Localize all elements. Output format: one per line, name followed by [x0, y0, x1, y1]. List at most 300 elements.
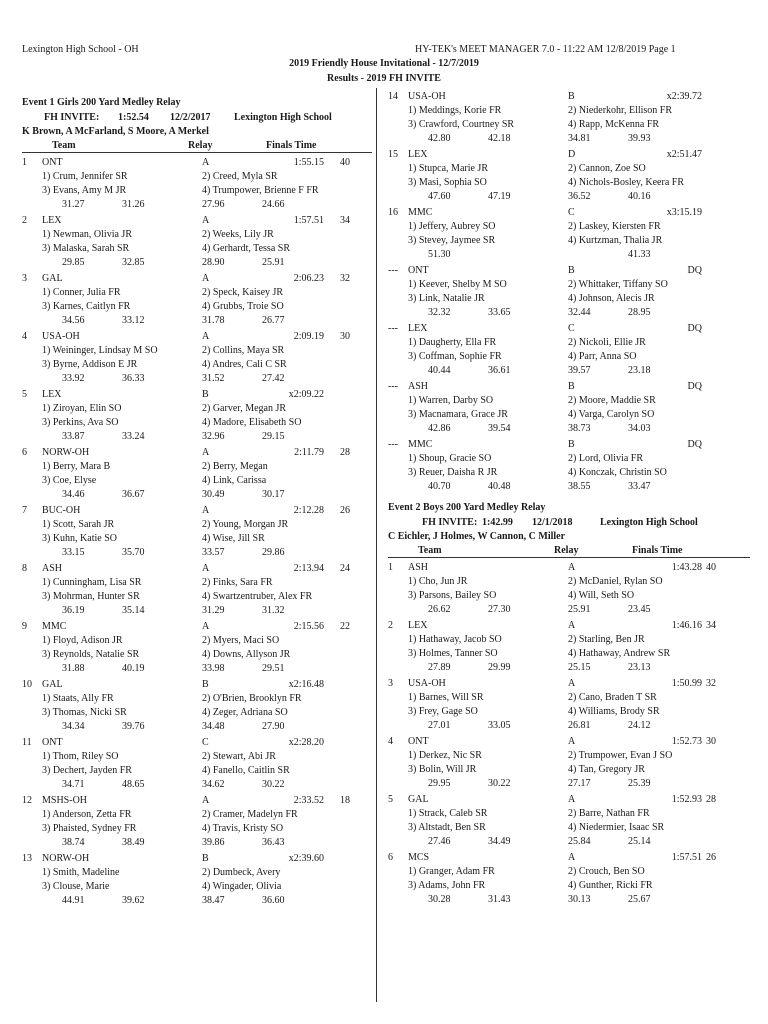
right-column — [388, 90, 750, 909]
swimmer-3: 3) Malaska, Sarah SR — [42, 243, 130, 254]
swimmer-2: 2) Moore, Maddie SR — [568, 395, 656, 406]
place: 16 — [388, 207, 398, 218]
split-4: 27.42 — [262, 373, 285, 384]
swimmer-1: 1) Thom, Riley SO — [42, 751, 119, 762]
finals-time: 2:15.56 — [293, 621, 324, 632]
finals-time: 1:50.99 — [671, 678, 702, 689]
split-2: 48.65 — [122, 779, 145, 790]
place: 8 — [22, 563, 27, 574]
place: 9 — [22, 621, 27, 632]
relay-letter: B — [568, 439, 575, 450]
swimmer-3: 3) Kuhn, Katie SO — [42, 533, 117, 544]
split-1: 29.95 — [428, 778, 451, 789]
relay-letter: D — [568, 149, 576, 160]
relay-letter: C — [568, 323, 575, 334]
place: 1 — [22, 157, 27, 168]
finals-time: x2:51.47 — [666, 149, 702, 160]
place: 3 — [388, 678, 393, 689]
split-1: 51.30 — [428, 249, 451, 260]
split-3: 39.57 — [568, 365, 591, 376]
split-3: 33.98 — [202, 663, 225, 674]
place: 3 — [22, 273, 27, 284]
split-4: 27.90 — [262, 721, 285, 732]
split-1: 34.71 — [62, 779, 85, 790]
record-time: 1:52.54 — [118, 112, 149, 123]
points: 34 — [340, 215, 350, 226]
swimmer-4: 4) Tan, Gregory JR — [568, 764, 645, 775]
swimmer-4: 4) Will, Seth SO — [568, 590, 635, 601]
split-1: 42.86 — [428, 423, 451, 434]
swimmer-3: 3) Coffman, Sophie FR — [408, 351, 502, 362]
col-team: Team — [52, 140, 76, 151]
swimmer-4: 4) Link, Carissa — [202, 475, 267, 486]
split-3: 38.55 — [568, 481, 591, 492]
split-4: 24.12 — [628, 720, 651, 731]
relay-entry — [22, 330, 372, 388]
swimmer-2: 2) Dumbeck, Avery — [202, 867, 281, 878]
split-3: 34.48 — [202, 721, 225, 732]
split-2: 33.12 — [122, 315, 145, 326]
team-name: ONT — [408, 736, 429, 747]
record-time: 1:42.99 — [482, 517, 513, 528]
relay-letter: A — [202, 447, 210, 458]
split-3: 34.62 — [202, 779, 225, 790]
team-name: NORW-OH — [42, 447, 90, 458]
swimmer-3: 3) Parsons, Bailey SO — [408, 590, 497, 601]
split-2: 29.99 — [488, 662, 511, 673]
swimmer-1: 1) Conner, Julia FR — [42, 287, 121, 298]
swimmer-3: 3) Holmes, Tanner SO — [408, 648, 498, 659]
relay-letter: A — [202, 795, 210, 806]
table-header — [388, 544, 750, 558]
results-list — [388, 90, 750, 496]
team-name: MMC — [408, 439, 433, 450]
swimmer-3: 3) Thomas, Nicki SR — [42, 707, 127, 718]
page-header — [0, 0, 768, 90]
split-4: 40.16 — [628, 191, 651, 202]
finals-time: x2:16.48 — [288, 679, 324, 690]
split-4: 36.43 — [262, 837, 285, 848]
relay-entry — [388, 90, 750, 148]
place: 6 — [22, 447, 27, 458]
split-4: 29.86 — [262, 547, 285, 558]
col-finals-time: Finals Time — [266, 140, 317, 151]
points: 32 — [340, 273, 350, 284]
place: 4 — [22, 331, 27, 342]
swimmer-2: 2) Crouch, Ben SO — [568, 866, 645, 877]
swimmer-1: 1) Meddings, Korie FR — [408, 105, 502, 116]
split-1: 34.56 — [62, 315, 85, 326]
relay-entry — [22, 620, 372, 678]
relay-letter: A — [202, 157, 210, 168]
points: 18 — [340, 795, 350, 806]
swimmer-2: 2) Finks, Sara FR — [202, 577, 273, 588]
points: 40 — [340, 157, 350, 168]
team-name: USA-OH — [408, 91, 446, 102]
relay-entry — [22, 794, 372, 852]
swimmer-1: 1) Jeffery, Aubrey SO — [408, 221, 496, 232]
finals-time: 1:55.15 — [293, 157, 324, 168]
team-name: MMC — [408, 207, 433, 218]
split-2: 35.14 — [122, 605, 145, 616]
place: --- — [388, 439, 398, 450]
relay-entry — [22, 214, 372, 272]
swimmer-2: 2) Cannon, Zoe SO — [568, 163, 646, 174]
relay-letter: A — [202, 563, 210, 574]
split-1: 33.15 — [62, 547, 85, 558]
results-list — [22, 156, 372, 910]
finals-time: DQ — [687, 381, 702, 392]
relay-letter: A — [568, 678, 576, 689]
swimmer-4: 4) Rapp, McKenna FR — [568, 119, 660, 130]
points: 32 — [706, 678, 716, 689]
relay-letter: B — [202, 679, 209, 690]
split-4: 30.17 — [262, 489, 285, 500]
relay-entry — [388, 735, 750, 793]
relay-letter: A — [568, 852, 576, 863]
team-name: MMC — [42, 621, 67, 632]
swimmer-1: 1) Warren, Darby SO — [408, 395, 494, 406]
team-name: NORW-OH — [42, 853, 90, 864]
swimmer-4: 4) Kurtzman, Thalia JR — [568, 235, 663, 246]
split-4: 25.91 — [262, 257, 285, 268]
split-3: 27.96 — [202, 199, 225, 210]
split-3: 36.52 — [568, 191, 591, 202]
record-school: Lexington High School — [600, 517, 698, 528]
split-1: 33.92 — [62, 373, 85, 384]
swimmer-2: 2) Laskey, Kiersten FR — [568, 221, 661, 232]
swimmer-4: 4) Nichols-Bosley, Keera FR — [568, 177, 684, 188]
split-3: 25.84 — [568, 836, 591, 847]
relay-letter: A — [202, 621, 210, 632]
swimmer-4: 4) Parr, Anna SO — [568, 351, 637, 362]
relay-entry — [388, 380, 750, 438]
team-name: LEX — [408, 149, 428, 160]
swimmer-2: 2) Barre, Nathan FR — [568, 808, 650, 819]
finals-time: 2:12.28 — [293, 505, 324, 516]
team-name: LEX — [42, 389, 62, 400]
split-1: 33.87 — [62, 431, 85, 442]
record-label: FH INVITE: — [422, 517, 478, 528]
swimmer-2: 2) Stewart, Abi JR — [202, 751, 276, 762]
points: 40 — [706, 562, 716, 573]
split-2: 36.67 — [122, 489, 145, 500]
team-name: ONT — [408, 265, 429, 276]
relay-entry — [22, 678, 372, 736]
split-3: 39.86 — [202, 837, 225, 848]
team-name: LEX — [408, 620, 428, 631]
split-1: 32.32 — [428, 307, 451, 318]
split-2: 39.76 — [122, 721, 145, 732]
split-3: 30.49 — [202, 489, 225, 500]
team-name: ONT — [42, 157, 63, 168]
relay-entry — [388, 438, 750, 496]
swimmer-1: 1) Anderson, Zetta FR — [42, 809, 132, 820]
relay-letter: A — [202, 505, 210, 516]
swimmer-1: 1) Berry, Mara B — [42, 461, 111, 472]
finals-time: 1:46.16 — [671, 620, 702, 631]
swimmer-4: 4) Varga, Carolyn SO — [568, 409, 655, 420]
split-1: 27.01 — [428, 720, 451, 731]
split-3: 34.81 — [568, 133, 591, 144]
swimmer-1: 1) Barnes, Will SR — [408, 692, 484, 703]
split-3: 32.96 — [202, 431, 225, 442]
swimmer-2: 2) Young, Morgan JR — [202, 519, 289, 530]
relay-letter: A — [568, 794, 576, 805]
split-1: 40.70 — [428, 481, 451, 492]
swimmer-4: 4) Konczak, Christin SO — [568, 467, 667, 478]
finals-time: 2:33.52 — [293, 795, 324, 806]
split-4: 34.03 — [628, 423, 651, 434]
split-1: 27.46 — [428, 836, 451, 847]
finals-time: 2:11.79 — [294, 447, 324, 458]
swimmer-2: 2) Collins, Maya SR — [202, 345, 285, 356]
swimmer-4: 4) Wise, Jill SR — [202, 533, 265, 544]
finals-time: 1:43.28 — [671, 562, 702, 573]
finals-time: 1:52.73 — [671, 736, 702, 747]
split-2: 39.62 — [122, 895, 145, 906]
swimmer-2: 2) Speck, Kaisey JR — [202, 287, 284, 298]
place: 7 — [22, 505, 27, 516]
swimmer-1: 1) Ziroyan, Elin SO — [42, 403, 122, 414]
split-2: 31.43 — [488, 894, 511, 905]
split-4: 25.39 — [628, 778, 651, 789]
split-3: 31.78 — [202, 315, 225, 326]
split-4: 33.47 — [628, 481, 651, 492]
finals-time: x2:39.60 — [288, 853, 324, 864]
place: 2 — [388, 620, 393, 631]
swimmer-3: 3) Evans, Amy M JR — [42, 185, 127, 196]
split-1: 47.60 — [428, 191, 451, 202]
relay-entry — [22, 388, 372, 446]
split-2: 47.19 — [488, 191, 511, 202]
swimmer-3: 3) Link, Natalie JR — [408, 293, 485, 304]
split-4: 24.66 — [262, 199, 285, 210]
left-column — [22, 90, 372, 910]
split-2: 33.05 — [488, 720, 511, 731]
relay-entry — [22, 272, 372, 330]
split-2: 33.65 — [488, 307, 511, 318]
record-school: Lexington High School — [234, 112, 332, 123]
place: 5 — [22, 389, 27, 400]
team-name: GAL — [42, 679, 63, 690]
split-3: 26.81 — [568, 720, 591, 731]
col-relay: Relay — [188, 140, 213, 151]
relay-entry — [22, 446, 372, 504]
finals-time: 2:13.94 — [293, 563, 324, 574]
points: 28 — [706, 794, 716, 805]
relay-entry — [22, 736, 372, 794]
split-3: 27.17 — [568, 778, 591, 789]
record-date: 12/1/2018 — [532, 517, 573, 528]
split-2: 36.33 — [122, 373, 145, 384]
place: 13 — [22, 853, 32, 864]
split-2: 32.85 — [122, 257, 145, 268]
relay-letter: B — [568, 265, 575, 276]
split-2: 36.61 — [488, 365, 511, 376]
team-name: LEX — [408, 323, 428, 334]
swimmer-4: 4) Travis, Kristy SO — [202, 823, 284, 834]
swimmer-3: 3) Byrne, Addison E JR — [42, 359, 138, 370]
split-2: 42.18 — [488, 133, 511, 144]
swimmer-4: 4) Grubbs, Troie SO — [202, 301, 284, 312]
points: 30 — [706, 736, 716, 747]
place: 11 — [22, 737, 32, 748]
results-title: Results - 2019 FH INVITE — [327, 73, 441, 84]
finals-time: DQ — [687, 265, 702, 276]
split-4: 29.51 — [262, 663, 285, 674]
swimmer-1: 1) Derkez, Nic SR — [408, 750, 482, 761]
col-team: Team — [418, 545, 442, 556]
place: 4 — [388, 736, 393, 747]
column-divider — [376, 88, 377, 1002]
col-relay: Relay — [554, 545, 579, 556]
finals-time: 2:06.23 — [293, 273, 324, 284]
points: 26 — [706, 852, 716, 863]
finals-time: x3:15.19 — [666, 207, 702, 218]
split-1: 38.74 — [62, 837, 85, 848]
split-1: 29.85 — [62, 257, 85, 268]
relay-entry — [22, 852, 372, 910]
relay-letter: A — [202, 331, 210, 342]
finals-time: 1:52.93 — [671, 794, 702, 805]
swimmer-3: 3) Karnes, Caitlyn FR — [42, 301, 131, 312]
team-name: GAL — [408, 794, 429, 805]
points: 30 — [340, 331, 350, 342]
relay-letter: A — [568, 736, 576, 747]
meet-title: 2019 Friendly House Invitational - 12/7/2019 — [289, 58, 479, 69]
split-2: 31.26 — [122, 199, 145, 210]
relay-letter: B — [568, 381, 575, 392]
place: --- — [388, 323, 398, 334]
swimmer-4: 4) Swartzentruber, Alex FR — [202, 591, 313, 602]
split-4: 26.77 — [262, 315, 285, 326]
points: 22 — [340, 621, 350, 632]
results-list — [388, 561, 750, 909]
swimmer-2: 2) Nickoli, Ellie JR — [568, 337, 646, 348]
place: --- — [388, 381, 398, 392]
swimmer-3: 3) Perkins, Ava SO — [42, 417, 119, 428]
split-1: 34.46 — [62, 489, 85, 500]
team-name: ASH — [408, 562, 429, 573]
swimmer-2: 2) Myers, Maci SO — [202, 635, 280, 646]
finals-time: 1:57.51 — [671, 852, 702, 863]
record-holders: C Eichler, J Holmes, W Cannon, C Miller — [388, 531, 566, 542]
swimmer-1: 1) Scott, Sarah JR — [42, 519, 115, 530]
points: 28 — [340, 447, 350, 458]
team-name: MSHS-OH — [42, 795, 88, 806]
swimmer-3: 3) Masi, Sophia SO — [408, 177, 487, 188]
relay-entry — [388, 322, 750, 380]
swimmer-4: 4) Andres, Cali C SR — [202, 359, 287, 370]
swimmer-2: 2) Garver, Megan JR — [202, 403, 287, 414]
swimmer-4: 4) Downs, Allyson JR — [202, 649, 291, 660]
finals-time: DQ — [687, 439, 702, 450]
team-name: LEX — [42, 215, 62, 226]
swimmer-3: 3) Macnamara, Grace JR — [408, 409, 508, 420]
swimmer-3: 3) Stevey, Jaymee SR — [408, 235, 496, 246]
event-title: Event 2 Boys 200 Yard Medley Relay — [388, 502, 546, 513]
split-2: 40.48 — [488, 481, 511, 492]
swimmer-4: 4) Madore, Elisabeth SO — [202, 417, 302, 428]
relay-letter: B — [202, 853, 209, 864]
swimmer-1: 1) Staats, Ally FR — [42, 693, 114, 704]
swimmer-2: 2) McDaniel, Rylan SO — [568, 576, 663, 587]
record-date: 12/2/2017 — [170, 112, 211, 123]
split-2: 34.49 — [488, 836, 511, 847]
relay-letter: B — [202, 389, 209, 400]
split-2: 30.22 — [488, 778, 511, 789]
split-3: 31.52 — [202, 373, 225, 384]
place: 14 — [388, 91, 398, 102]
swimmer-4: 4) Gerhardt, Tessa SR — [202, 243, 290, 254]
split-4: 41.33 — [628, 249, 651, 260]
place: 15 — [388, 149, 398, 160]
swimmer-1: 1) Granger, Adam FR — [408, 866, 495, 877]
swimmer-2: 2) Niederkohr, Ellison FR — [568, 105, 673, 116]
split-4: 25.67 — [628, 894, 651, 905]
split-1: 31.27 — [62, 199, 85, 210]
split-1: 31.88 — [62, 663, 85, 674]
swimmer-4: 4) Johnson, Alecis JR — [568, 293, 655, 304]
split-3: 28.90 — [202, 257, 225, 268]
split-2: 39.54 — [488, 423, 511, 434]
swimmer-1: 1) Strack, Caleb SR — [408, 808, 488, 819]
swimmer-4: 4) Wingader, Olivia — [202, 881, 282, 892]
software-info: HY-TEK's MEET MANAGER 7.0 - 11:22 AM 12/8/2019 Page 1 — [415, 44, 676, 55]
swimmer-2: 2) Cano, Braden T SR — [568, 692, 657, 703]
split-4: 25.14 — [628, 836, 651, 847]
place: 1 — [388, 562, 393, 573]
swimmer-2: 2) Creed, Myla SR — [202, 171, 278, 182]
split-2: 33.24 — [122, 431, 145, 442]
table-header — [22, 139, 372, 153]
relay-letter: B — [568, 91, 575, 102]
swimmer-3: 3) Phaisted, Sydney FR — [42, 823, 137, 834]
finals-time: DQ — [687, 323, 702, 334]
split-3: 30.13 — [568, 894, 591, 905]
col-finals-time: Finals Time — [632, 545, 683, 556]
place: --- — [388, 265, 398, 276]
split-1: 27.89 — [428, 662, 451, 673]
points: 24 — [340, 563, 350, 574]
event-title: Event 1 Girls 200 Yard Medley Relay — [22, 97, 181, 108]
place: 2 — [22, 215, 27, 226]
points: 34 — [706, 620, 716, 631]
swimmer-4: 4) Fanello, Caitlin SR — [202, 765, 290, 776]
relay-letter: C — [568, 207, 575, 218]
relay-letter: A — [202, 215, 210, 226]
split-4: 31.32 — [262, 605, 285, 616]
split-4: 28.95 — [628, 307, 651, 318]
finals-time: 1:57.51 — [293, 215, 324, 226]
split-1: 40.44 — [428, 365, 451, 376]
split-3: 31.29 — [202, 605, 225, 616]
swimmer-2: 2) Starling, Ben JR — [568, 634, 645, 645]
school-name: Lexington High School - OH — [22, 44, 139, 55]
swimmer-1: 1) Cho, Jun JR — [408, 576, 468, 587]
swimmer-1: 1) Weininger, Lindsay M SO — [42, 345, 158, 356]
swimmer-4: 4) Williams, Brody SR — [568, 706, 660, 717]
swimmer-3: 3) Crawford, Courtney SR — [408, 119, 515, 130]
split-2: 27.30 — [488, 604, 511, 615]
swimmer-1: 1) Stupca, Marie JR — [408, 163, 488, 174]
relay-entry — [388, 793, 750, 851]
swimmer-2: 2) Lord, Olivia FR — [568, 453, 643, 464]
swimmer-3: 3) Dechert, Jayden FR — [42, 765, 132, 776]
split-4: 29.15 — [262, 431, 285, 442]
split-4: 23.18 — [628, 365, 651, 376]
